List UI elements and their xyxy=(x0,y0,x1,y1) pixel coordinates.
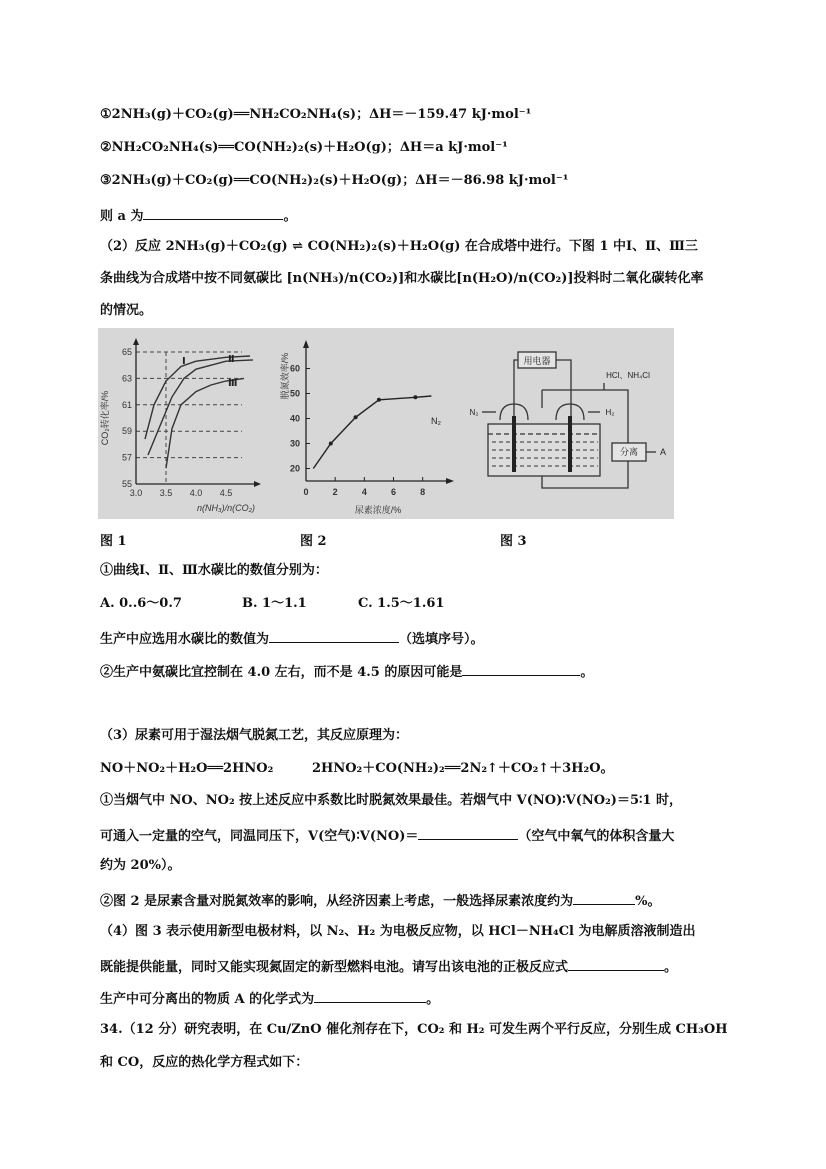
figure-svg xyxy=(98,328,674,519)
caption-figure-2: 图 2 xyxy=(300,534,327,549)
fill-end: （选填序号）。 xyxy=(399,632,484,647)
output-label: A xyxy=(659,447,667,457)
x-tick-label: 4 xyxy=(361,487,367,497)
punct: 。 xyxy=(283,209,297,224)
x-tick-label: 2 xyxy=(332,487,338,497)
equation-b: 2HNO₂＋CO(NH₂)₂══2N₂↑＋CO₂↑＋3H₂O。 xyxy=(312,761,614,776)
answer-blank-reason[interactable] xyxy=(462,661,580,676)
equation-3: ③2NH₃(g)＋CO₂(g)══CO(NH₂)₂(s)＋H₂O(g)；ΔH＝－86.98 kJ·mol⁻¹ xyxy=(100,173,569,188)
part4-line-2 xyxy=(100,956,677,977)
y-tick-label: 61 xyxy=(121,399,132,410)
x-axis-label: n(NH₃)/n(CO₂) xyxy=(197,503,255,513)
x-tick-label: 3.5 xyxy=(159,488,173,498)
part3-q2 xyxy=(100,890,660,911)
part3-intro: （3）尿素可用于湿法烟气脱氮工艺，其反应原理为： xyxy=(100,728,409,743)
figure-3-diagram xyxy=(470,352,666,488)
caption-figure-1: 图 1 xyxy=(100,534,127,549)
l2-text: 既能提供能量，同时又能实现氮固定的新型燃料电池。请写出该电池的正极反应式 xyxy=(100,960,569,975)
device-label: 用电器 xyxy=(523,356,551,366)
part3-equations xyxy=(100,760,614,778)
fill-text: 生产中应选用水碳比的数值为 xyxy=(100,632,270,647)
x-tick-label: 4.5 xyxy=(219,488,233,498)
equation-2: ②NH₂CO₂NH₄(s)══CO(NH₂)₂(s)＋H₂O(g)；ΔH＝a kJ·mol⁻¹ xyxy=(100,140,508,155)
q1b-end: （空气中氧气的体积含量大 xyxy=(518,829,675,844)
x-axis-arrow xyxy=(254,481,261,487)
x-tick-label: 4.0 xyxy=(189,488,203,498)
data-point xyxy=(329,442,333,446)
x-axis-arrow xyxy=(446,478,454,484)
y-tick-label: 65 xyxy=(121,347,132,357)
y-tick-label: 55 xyxy=(121,479,132,489)
part2-line-3: 的情况。 xyxy=(100,303,153,318)
q2-end: 。 xyxy=(580,665,594,680)
l3-text: 生产中可分离出的物质 A 的化学式为 xyxy=(100,992,315,1007)
answer-blank-a[interactable] xyxy=(143,205,283,220)
part3-q1-line-1: ①当烟气中 NO、NO₂ 按上述反应中系数比时脱氮效果最佳。若烟气中 V(NO)∶V(NO₂)＝5∶1 时， xyxy=(100,793,682,808)
answer-blank-cathode[interactable] xyxy=(568,956,664,971)
series-line-n2 xyxy=(313,396,431,469)
y-tick-label: 60 xyxy=(289,363,300,374)
y-tick-label: 63 xyxy=(121,373,132,384)
y-axis-label: CO₂转化率/% xyxy=(100,390,110,446)
series-label-1: Ⅰ xyxy=(182,356,186,367)
part2-line-2: 条曲线为合成塔中按不同氨碳比 [n(NH₃)/n(CO₂)]和水碳比[n(H₂O)/n(CO₂)]投料时二氧化碳转化率 xyxy=(100,271,704,286)
h2-label: H₂ xyxy=(605,408,615,417)
feed-label: HCl、NH₄Cl xyxy=(606,371,650,380)
x-tick-label: 8 xyxy=(420,487,426,497)
figure-2-chart xyxy=(279,340,454,515)
figure-1-chart xyxy=(99,338,261,513)
y-tick-label: 50 xyxy=(289,388,300,399)
data-point xyxy=(354,415,358,419)
series-line-2 xyxy=(148,360,253,455)
part4-line-3 xyxy=(100,988,439,1009)
answer-blank-a-formula[interactable] xyxy=(314,988,426,1003)
answer-blank-air-ratio[interactable] xyxy=(418,825,518,840)
n2-electrode xyxy=(512,416,516,472)
y-tick-label: 57 xyxy=(121,452,132,463)
option-b: B. 1～1.1 xyxy=(242,596,307,611)
y-tick-label: 30 xyxy=(289,438,300,449)
q34-line-1: 34.（12 分）研究表明，在 Cu/ZnO 催化剂存在下，CO₂ 和 H₂ 可发生两个平行反应，分别生成 CH₃OH xyxy=(100,1022,728,1037)
y-axis-arrow xyxy=(133,338,139,345)
option-a: A. 0..6～0.7 xyxy=(100,596,182,611)
data-point xyxy=(413,395,417,399)
q2-end: %。 xyxy=(635,894,661,909)
x-tick-label: 6 xyxy=(391,487,397,497)
x-tick-label: 3.0 xyxy=(129,488,143,498)
x-tick-label: 0 xyxy=(303,487,309,497)
series-label-n2: N₂ xyxy=(431,416,441,426)
part2-line-1: （2）反应 2NH₃(g)＋CO₂(g) ⇌ CO(NH₂)₂(s)＋H₂O(g) 在合成塔中进行。下图 1 中Ⅰ、Ⅱ、Ⅲ三 xyxy=(100,239,698,254)
data-point xyxy=(377,398,381,402)
q2-text: ②生产中氨碳比宜控制在 4.0 左右，而不是 4.5 的原因可能是 xyxy=(100,665,463,680)
part4-line-1: （4）图 3 表示使用新型电极材料，以 N₂、H₂ 为电极反应物，以 HCl－NH₄Cl 为电解质溶液制造出 xyxy=(100,924,696,939)
q2-text: ②图 2 是尿素含量对脱氮效率的影响，从经济因素上考虑，一般选择尿素浓度约为 xyxy=(100,894,574,909)
caption-figure-3: 图 3 xyxy=(500,534,527,549)
question-a xyxy=(100,205,297,226)
l2-end: 。 xyxy=(664,960,678,975)
separator-label: 分离 xyxy=(619,447,639,457)
answer-blank-ratio[interactable] xyxy=(269,628,399,643)
question-a-text: 则 a 为 xyxy=(100,209,144,224)
question-2-1-fill xyxy=(100,628,484,649)
y-axis-arrow xyxy=(303,340,309,348)
part3-q1-line-2 xyxy=(100,825,674,846)
q1b-text: 可通入一定量的空气，同温同压下，V(空气)∶V(NO)＝ xyxy=(100,829,419,844)
answer-blank-urea[interactable] xyxy=(573,890,635,905)
l3-end: 。 xyxy=(426,992,440,1007)
n2-label: N₂ xyxy=(469,408,479,417)
option-c: C. 1.5～1.61 xyxy=(358,596,445,611)
equation-a: NO＋NO₂＋H₂O══2HNO₂ xyxy=(100,761,274,776)
series-line-3 xyxy=(166,378,244,468)
part3-q1-line-3: 约为 20%）。 xyxy=(100,858,181,873)
equation-1: ①2NH₃(g)＋CO₂(g)══NH₂CO₂NH₄(s)；ΔH＝－159.47 kJ·mol⁻¹ xyxy=(100,107,532,122)
h2-electrode xyxy=(568,416,572,472)
figure-panel xyxy=(98,328,674,519)
recycle-bottom xyxy=(542,476,628,488)
x-axis-label: 尿素浓度/% xyxy=(354,505,402,515)
q34-line-2: 和 CO，反应的热化学方程式如下： xyxy=(100,1055,309,1070)
question-2-1: ①曲线Ⅰ、Ⅱ、Ⅲ水碳比的数值分别为： xyxy=(100,563,328,578)
series-label-2: Ⅱ xyxy=(228,354,235,365)
series-label-3: Ⅲ xyxy=(228,378,238,389)
question-2-2 xyxy=(100,661,593,682)
y-axis-label: 脱氮效率/% xyxy=(280,352,290,400)
y-tick-label: 59 xyxy=(121,426,132,437)
y-tick-label: 40 xyxy=(289,413,300,424)
options-row xyxy=(100,595,444,613)
y-tick-label: 20 xyxy=(289,463,300,474)
